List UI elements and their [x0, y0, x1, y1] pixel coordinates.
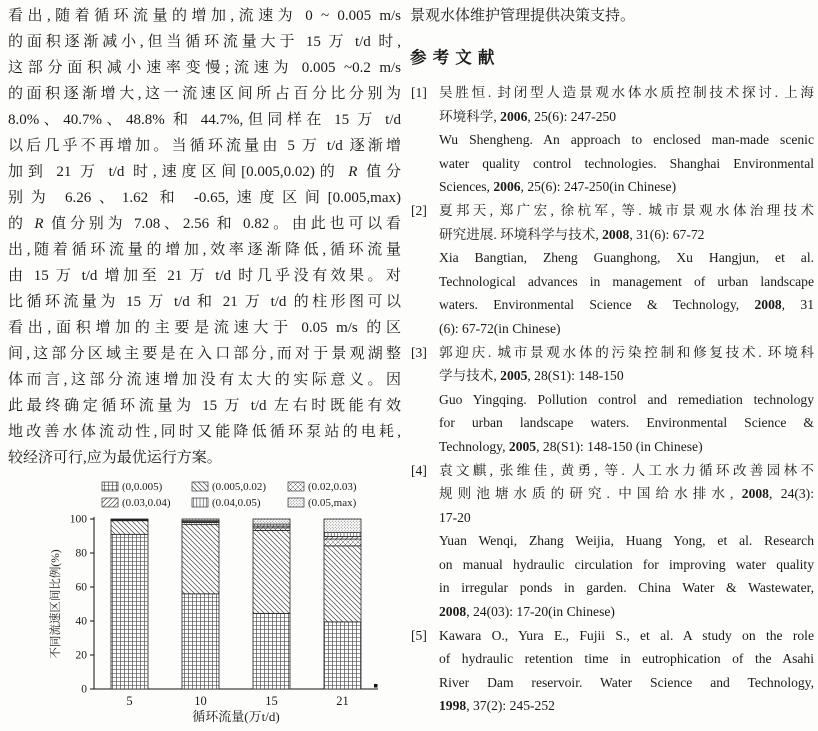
- bar-segment: [324, 533, 361, 537]
- bar-segment: [182, 519, 219, 521]
- reference-line: Technological advances in management of urban landscape: [439, 273, 814, 289]
- text-line: 地改善水体流动性,同时又能降低循环泵站的电耗,: [8, 424, 401, 440]
- reference-line: on manual hydraulic circulation for improving water quality: [439, 556, 814, 572]
- bar-segment: [111, 534, 148, 689]
- legend-label: (0.04,0.05): [212, 497, 261, 510]
- reference-item: [410, 459, 814, 624]
- reference-item: [410, 341, 814, 459]
- y-axis-label: 不同流速区间比例(%): [50, 549, 62, 659]
- y-tick-label: 100: [69, 513, 87, 526]
- y-tick-label: 60: [75, 581, 87, 594]
- reference-line: Technology, 2005, 28(S1): 148-150 (in Chinese): [439, 438, 703, 454]
- reference-line: 郭迎庆. 城市景观水体的污染控制和修复技术. 环境科: [439, 344, 814, 360]
- text-line: 较经济可行,应为最优运行方案。: [8, 450, 222, 466]
- axis-end-marker: [374, 684, 378, 688]
- bar-segment: [253, 519, 290, 524]
- vertical-swatch-icon: [192, 498, 208, 507]
- bar-segment: [253, 530, 290, 613]
- reference-line: for urban landscape waters. Environmental Science &: [439, 415, 814, 431]
- x-tick-label: 21: [336, 694, 349, 708]
- reference-line: (6): 67-72(in Chinese): [439, 320, 561, 336]
- reference-line: Yuan Wenqi, Zhang Weijia, Huang Yong, et al. Research: [439, 533, 814, 549]
- legend-label: (0.03,0.04): [122, 497, 171, 510]
- references-heading: 参 考 文 献: [410, 48, 496, 67]
- bar-segment: [324, 546, 361, 622]
- legend-label: (0,0.005): [122, 481, 163, 494]
- reference-marker: [2]: [411, 202, 427, 218]
- text-line: 由 15 万 t/d 增加至 21 万 t/d 时几乎没有效果。对: [8, 268, 401, 284]
- references-list: [410, 81, 814, 718]
- reference-line: water quality control technologies. Shanghai Environmental: [439, 155, 814, 171]
- bar-segment: [182, 525, 219, 594]
- y-tick-label: 20: [75, 649, 87, 662]
- reference-item: [410, 624, 814, 718]
- bar-segment: [324, 622, 361, 689]
- text-line: 出,随着循环流量的增加,效率逐渐降低,循环流量: [8, 242, 401, 258]
- legend-item: [102, 497, 171, 509]
- reference-item: [410, 81, 814, 199]
- left-column: [8, 3, 401, 731]
- bar-segment: [182, 594, 219, 689]
- x-tick-label: 5: [126, 694, 133, 708]
- text-line: 别为 6.26、1.62 和 -0.65,速度区间[0.005,max): [8, 190, 401, 206]
- text-line: 看出,随着循环流量的增加,流速为 0 ~ 0.005 m/s: [8, 8, 401, 24]
- grid-swatch-icon: [102, 482, 118, 491]
- legend-label: (0.005,0.02): [212, 481, 267, 494]
- reference-line: 袁文麒, 张维佳, 黄勇, 等. 人工水力循环改善园林不: [439, 462, 814, 478]
- text-line: 以后几乎不再增加。当循环流量由 5 万 t/d 逐渐增: [8, 138, 401, 154]
- reference-line: 吴胜恒. 封闭型人造景观水体水质控制技术探讨. 上海: [439, 85, 814, 100]
- reference-line: 学与技术, 2005, 28(S1): 148-150: [439, 368, 624, 384]
- flow-velocity-figure: [48, 477, 401, 731]
- x-axis-label: 循环流量(万t/d): [192, 709, 280, 724]
- x-tick-label: 15: [265, 694, 278, 708]
- bar-segment: [111, 519, 148, 520]
- stacked-bar-chart: [48, 477, 383, 727]
- right-column: [410, 3, 814, 718]
- text-line: 加到 21 万 t/d 时,速度区间[0.005,0.02)的 R 值分: [8, 164, 401, 180]
- reference-line: 2008, 24(03): 17-20(in Chinese): [439, 604, 615, 620]
- reference-line: 规则池塘水质的研究. 中国给水排水, 2008, 24(3):: [439, 486, 814, 502]
- slash-swatch-icon: [102, 498, 118, 507]
- bar-segment: [324, 519, 361, 533]
- reference-line: waters. Environmental Science & Technology, 2008, 31: [439, 297, 815, 313]
- reference-line: River Dam reservoir. Water Science and Technology,: [439, 674, 814, 690]
- reference-line: Xia Bangtian, Zheng Guanghong, Xu Hangjun, et al.: [439, 250, 814, 266]
- text-line: 此最终确定循环流量为 15 万 t/d 左右时既能有效: [8, 398, 401, 414]
- text-line: 的面积逐渐减小,但当循环流量大于 15 万 t/d 时,: [8, 34, 401, 50]
- reference-line: 夏邦天, 郑广宏, 徐杭军, 等. 城市景观水体治理技术: [439, 202, 814, 218]
- legend-item: [288, 481, 357, 493]
- reference-marker: [5]: [411, 627, 427, 643]
- bar-segment: [253, 613, 290, 689]
- crosshatch-swatch-icon: [288, 482, 304, 491]
- text-line: 的面积逐渐增大,这一流速区间所占百分比分别为: [8, 86, 401, 102]
- reference-line: 环境科学, 2006, 25(6): 247-250: [439, 108, 617, 124]
- text-line: 这部分面积减小速率变慢;流速为 0.005 ~0.2 m/s: [8, 60, 401, 76]
- text-line: 8.0%、40.7%、48.8% 和 44.7%,但同样在 15 万 t/d: [8, 112, 401, 128]
- bar-segment: [111, 521, 148, 535]
- body-paragraph: [8, 3, 401, 471]
- reference-marker: [1]: [411, 85, 427, 100]
- reference-line: 1998, 37(2): 245-252: [439, 698, 555, 714]
- text-line: 比循环流量为 15 万 t/d 和 21 万 t/d 的柱形图可以: [8, 294, 401, 310]
- dots-swatch-icon: [288, 498, 304, 507]
- y-tick-label: 80: [75, 547, 87, 560]
- text-line: 看出,面积增加的主要是流速大于 0.05 m/s 的区: [8, 320, 401, 336]
- y-tick-label: 40: [75, 615, 87, 628]
- legend-label: (0.05,max): [308, 497, 357, 510]
- reference-item: [410, 199, 814, 341]
- legend-label: (0.02,0.03): [308, 481, 357, 494]
- legend-item: [288, 497, 357, 509]
- reference-line: of hydraulic retention time in eutrophication of the Asahi: [439, 651, 814, 667]
- reference-marker: [3]: [411, 344, 427, 360]
- legend-item: [192, 481, 266, 493]
- backslash-swatch-icon: [192, 482, 208, 491]
- reference-line: Guo Yingqing. Pollution control and remediation technology: [439, 391, 814, 407]
- legend-item: [102, 481, 163, 493]
- reference-line: in irregular ponds in garden. China Water & Wastewater,: [439, 580, 814, 596]
- reference-marker: [4]: [411, 462, 427, 478]
- y-tick-label: 0: [81, 683, 87, 696]
- reference-line: Kawara O., Yura E., Fujii S., et al. A study on the role: [439, 627, 814, 643]
- text-line: 体而言,这部分流速增加没有太大的实际意义。因: [8, 372, 401, 388]
- x-tick-label: 10: [194, 694, 207, 708]
- reference-line: 17-20: [439, 509, 471, 525]
- bar-segment: [324, 539, 361, 546]
- reference-line: 研究进展. 环境科学与技术, 2008, 31(6): 67-72: [439, 226, 705, 242]
- chart-legend: [102, 481, 357, 509]
- chart-bars: [111, 519, 361, 708]
- intro-sentence: 景观水体维护管理提供决策支持。: [410, 8, 636, 24]
- text-line: 间,这部分区域主要是在入口部分,而对于景观湖整: [8, 346, 401, 362]
- reference-line: Sciences, 2006, 25(6): 247-250(in Chinese): [439, 179, 677, 195]
- reference-line: Wu Shengheng. An approach to enclosed man-made scenic: [439, 132, 814, 148]
- text-line: 的 R 值分别为 7.08、2.56 和 0.82。由此也可以看: [8, 216, 401, 232]
- legend-item: [192, 497, 261, 509]
